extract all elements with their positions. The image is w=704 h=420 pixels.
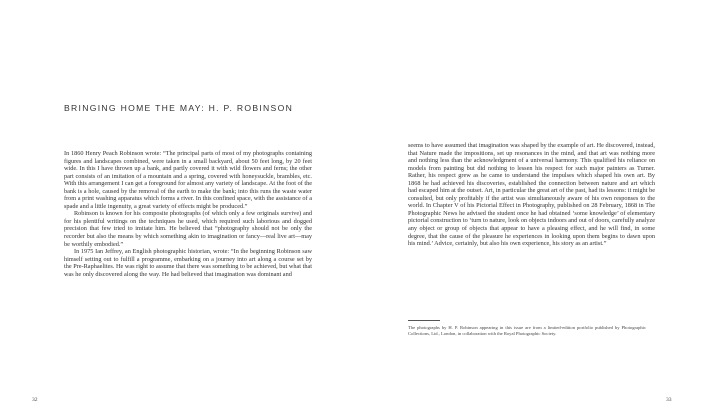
body-paragraph: seems to have assumed that imagination was shaped by the example of art. He discovered, instead, that Nature made the impositions, set up resonances in the mind, and that art was nothing more and nothing less than the acknowledgment of a universal harmony. This qualified his reliance on models from painting but did nothing to lessen his respect for such major painters as Turner. Rather, his respect grew as he came to understand the impulses which shaped his own art. By 1868 he had achieved his discoveries, established the connection between nature and art which had escaped him at the outset. Art, in particular the great art of the past, had its lessons: it might be consulted, but only profitably if the artist was simultaneously aware of his own responses to the world. In Chapter V of his Pictorial Effect in Photography, published on 28 February, 1868 in The Photographic News he advised the student once he had obtained ‘some knowledge’ of elementary pictorial construction to ‘turn to nature, look on objects indoors and out of doors, carefully analyze any object or group of objects that appear to have a pleasing effect, and he will find, in some degree, that the cause of the pleasure he experiences in looking upon them begins to dawn upon his mind.’ Advice, certainly, but also his own experience, his story as an artist.” xyxy=(408,142,655,248)
body-paragraph: In 1860 Henry Peach Robinson wrote: “The principal parts of most of my photographs containing figures and landscapes combined, were taken in a small backyard, about 50 feet long, by 20 feet wide. In this I have thrown up a bank, and partly covered it with wild flowers and ferns; the other part consists of an imitation of a mountain and a spring, covered with honeysuckle, brambles, etc. With this arrangement I can get a foreground for almost any variety of landscape. At the foot of the bank is a hole, caused by the removal of the earth to make the bank; into this runs the waste water from a print washing apparatus which forms a river. In this confined space, with the assistance of a spade and a little ingenuity, a great variety of effects might be produced.” xyxy=(64,150,312,210)
body-paragraph: Robinson is known for his composite photographs (of which only a few originals survive) and for his plentiful writings on the techniques he used, which required such laborious and dogged precision that few tried to imitate him. He believed that “photography should not be only the recorder but also the means by which something akin to imagination or fancy—real live art—may be worthily embodied.” xyxy=(64,210,312,248)
footnote-divider xyxy=(408,320,440,321)
footnote: The photographs by H. P. Robinson appearing in this issue are from a limited-edition portfolio published by Photographic Collections, Ltd., London, in collaboration with the Royal Photographic Society. xyxy=(408,325,646,336)
page-number-right: 33 xyxy=(666,397,672,403)
article-title: BRINGING HOME THE MAY: H. P. ROBINSON xyxy=(64,103,294,113)
left-text-column xyxy=(64,150,312,278)
body-paragraph: In 1975 Ian Jeffrey, an English photographic historian, wrote: “In the beginning Robinson saw himself setting out to fulfill a programme, embarking on a journey into art along a course set by the Pre-Raphaelites. He was right to assume that there was something to be achieved, but what that was he only discovered along the way. He had believed that imagination was dominant and xyxy=(64,248,312,278)
right-text-column xyxy=(408,142,655,248)
page-number-left: 32 xyxy=(32,397,38,403)
